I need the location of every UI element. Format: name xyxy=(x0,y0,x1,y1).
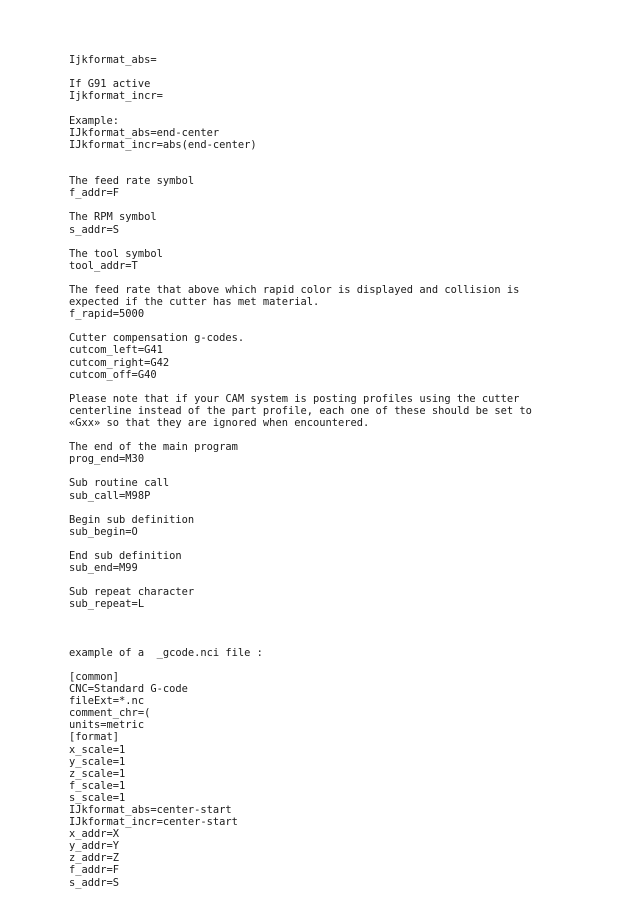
text-line: If G91 active xyxy=(69,78,151,91)
document-text xyxy=(69,54,609,888)
blank-line xyxy=(69,272,609,284)
blank-line xyxy=(69,236,609,248)
text-line: IJkformat_abs=end-center xyxy=(69,126,220,139)
text-line: The feed rate that above which rapid color is displayed and collision is xyxy=(69,283,520,296)
text-line: s_addr=S xyxy=(69,223,120,236)
text-line: Begin sub definition xyxy=(69,513,195,526)
blank-line xyxy=(69,502,609,514)
text-line: The tool symbol xyxy=(69,247,163,260)
blank-line xyxy=(69,381,609,393)
text-line: s_scale=1 xyxy=(69,791,126,804)
text-line: f_addr=F xyxy=(69,187,120,200)
text-line: End sub definition xyxy=(69,550,182,563)
text-line: f_rapid=5000 xyxy=(69,308,145,321)
text-line: x_addr=X xyxy=(69,828,120,841)
blank-line xyxy=(69,659,609,671)
text-line: [common] xyxy=(69,670,120,683)
text-line: Sub repeat character xyxy=(69,586,195,599)
text-line: units=metric xyxy=(69,719,145,732)
text-line: Example: xyxy=(69,114,120,127)
text-line: centerline instead of the part profile, each one of these should be set to xyxy=(69,404,532,417)
text-line: f_addr=F xyxy=(69,864,120,877)
text-line: IJkformat_incr=abs(end-center) xyxy=(69,138,257,151)
text-line: expected if the cutter has met material. xyxy=(69,296,320,309)
text-line: sub_repeat=L xyxy=(69,598,145,611)
text-line: cutcom_left=G41 xyxy=(69,344,163,357)
blank-line xyxy=(69,320,609,332)
blank-line xyxy=(69,611,609,623)
text-line: x_scale=1 xyxy=(69,743,126,756)
blank-line xyxy=(69,465,609,477)
text-line: Cutter compensation g-codes. xyxy=(69,332,245,345)
blank-line xyxy=(69,538,609,550)
text-line: Ijkformat_abs= xyxy=(69,54,157,67)
text-line: «Gxx» so that they are ignored when encountered. xyxy=(69,417,370,429)
text-line: cutcom_off=G40 xyxy=(69,368,157,381)
blank-line xyxy=(69,199,609,211)
text-line: IJkformat_abs=center-start xyxy=(69,804,232,816)
text-line: The feed rate symbol xyxy=(69,175,195,188)
text-line: fileExt=*.nc xyxy=(69,695,145,708)
text-line: example of a _gcode.nci file : xyxy=(69,646,263,659)
text-line: f_scale=1 xyxy=(69,779,126,792)
blank-line xyxy=(69,151,609,163)
text-line: CNC=Standard G-code xyxy=(69,683,188,696)
blank-line xyxy=(69,429,609,441)
text-line: y_scale=1 xyxy=(69,755,126,768)
text-line: cutcom_right=G42 xyxy=(69,356,170,369)
text-line: y_addr=Y xyxy=(69,840,120,853)
blank-line xyxy=(69,66,609,78)
blank-line xyxy=(69,574,609,586)
text-line: IJkformat_incr=center-start xyxy=(69,816,238,829)
text-line: z_scale=1 xyxy=(69,767,126,780)
blank-line xyxy=(69,163,609,175)
text-line: comment_chr=( xyxy=(69,707,151,720)
text-line: sub_begin=O xyxy=(69,525,138,538)
blank-line xyxy=(69,623,609,635)
text-line: Ijkformat_incr= xyxy=(69,90,163,103)
text-line: Please note that if your CAM system is posting profiles using the cutter xyxy=(69,392,520,405)
text-line: z_addr=Z xyxy=(69,852,120,865)
text-line: The end of the main program xyxy=(69,441,238,454)
text-line: [format] xyxy=(69,731,120,744)
document-page xyxy=(69,30,609,901)
text-line: prog_end=M30 xyxy=(69,453,145,466)
text-line: sub_end=M99 xyxy=(69,562,138,575)
text-line: sub_call=M98P xyxy=(69,489,151,502)
text-line: Sub routine call xyxy=(69,477,170,490)
blank-line xyxy=(69,103,609,115)
text-line: s_addr=S xyxy=(69,876,120,889)
text-line: The RPM symbol xyxy=(69,211,157,224)
blank-line xyxy=(69,635,609,647)
text-line: tool_addr=T xyxy=(69,259,138,272)
